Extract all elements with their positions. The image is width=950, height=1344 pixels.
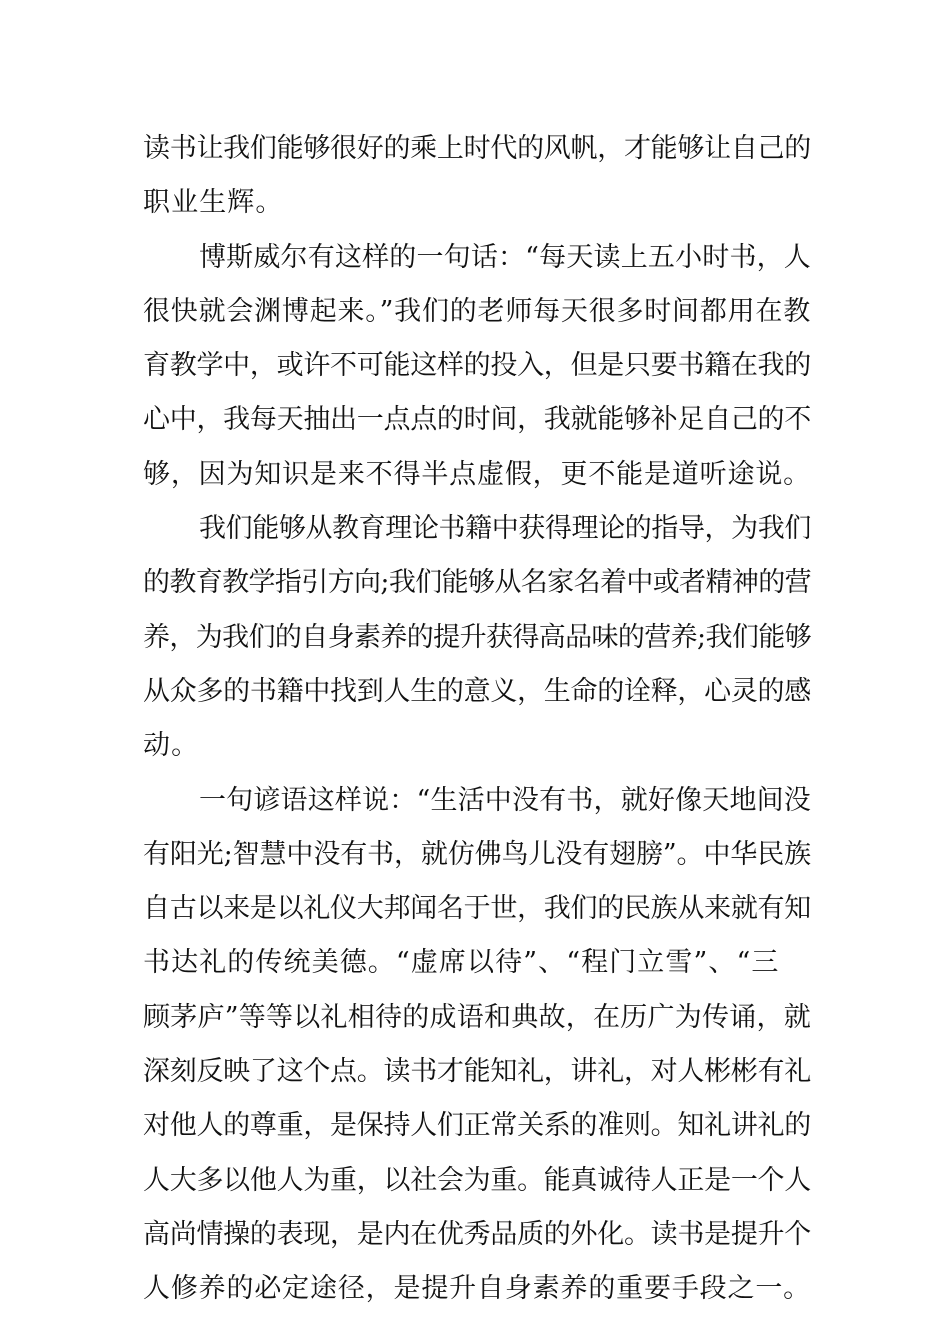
text-line: 书达礼的传统美德。“虚席以待”、“程门立雪”、“三 [143,947,780,979]
text-line: 心中，我每天抽出一点点的时间，我就能够补足自己的不 [143,404,811,436]
document-body [143,122,811,1317]
text-line: 动。 [143,730,200,762]
text-line: 顾茅庐”等等以礼相待的成语和典故，在历广为传诵，就 [143,1001,811,1033]
text-line: 从众多的书籍中找到人生的意义，生命的诠释，心灵的感 [143,675,811,707]
text-line: 高尚情操的表现，是内在优秀品质的外化。读书是提升个 [143,1218,811,1250]
paragraph [143,122,811,231]
text-line: 有阳光;智慧中没有书，就仿佛鸟儿没有翅膀”。中华民族 [143,838,811,870]
paragraph [143,231,811,502]
text-line: 博斯威尔有这样的一句话：“每天读上五小时书，人 [199,241,811,273]
text-line: 人修养的必定途径，是提升自身素养的重要手段之一。 [143,1273,811,1305]
text-line: 育教学中，或许不可能这样的投入，但是只要书籍在我的 [143,350,811,382]
text-line: 我们能够从教育理论书籍中获得理论的指导，为我们 [199,513,811,545]
text-line: 自古以来是以礼仪大邦闻名于世，我们的民族从来就有知 [143,893,811,925]
text-line: 够，因为知识是来不得半点虚假，更不能是道听途说。 [143,458,811,490]
paragraph [143,502,811,773]
text-line: 对他人的尊重，是保持人们正常关系的准则。知礼讲礼的 [143,1110,811,1142]
text-line: 深刻反映了这个点。读书才能知礼，讲礼，对人彬彬有礼 [143,1056,811,1088]
text-line: 人大多以他人为重，以社会为重。能真诚待人正是一个人 [143,1164,811,1196]
text-line: 职业生辉。 [143,187,284,219]
text-line: 一句谚语这样说：“生活中没有书，就好像天地间没 [199,784,811,816]
text-line: 的教育教学指引方向;我们能够从名家名着中或者精神的营 [143,567,811,599]
text-line: 很快就会渊博起来。”我们的老师每天很多时间都用在教 [143,295,811,327]
text-line: 养，为我们的自身素养的提升获得高品味的营养;我们能够 [143,621,811,653]
paragraph [143,774,811,1317]
text-line: 读书让我们能够很好的乘上时代的风帆，才能够让自己的 [143,133,811,164]
